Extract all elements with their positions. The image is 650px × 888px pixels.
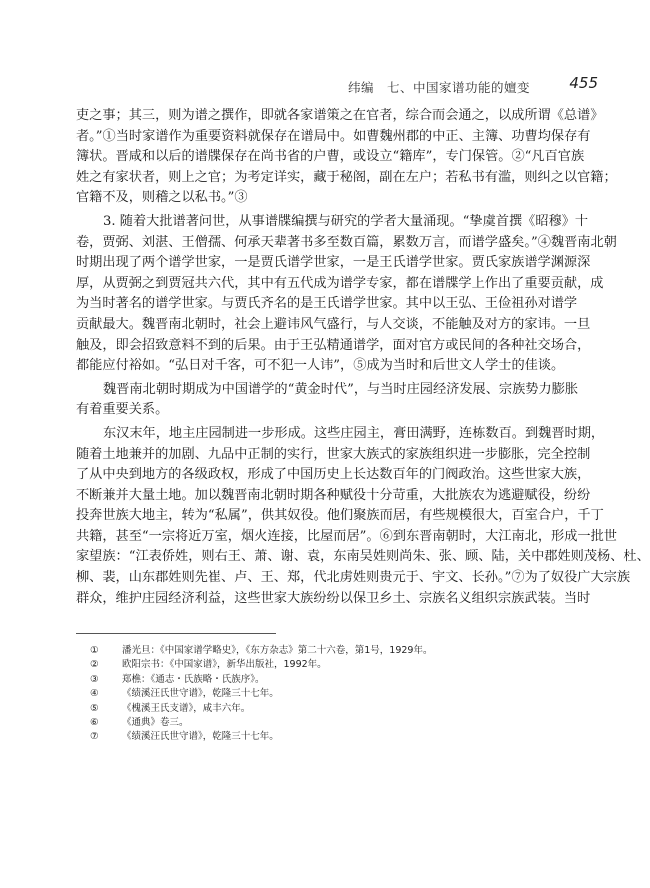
footnote <box>90 687 570 701</box>
text-line: 为当时著名的谱学世家。与贾氏齐名的是王氏谱学世家。其中以王弘、王俭祖孙对谱学 <box>76 296 578 312</box>
footnote-text: 欧阳宗书：《中国家谱》，新华出版社，1992年。 <box>122 659 327 671</box>
text-line: 簿状。晋咸和以后的谱牒保存在尚书省的户曹，或设立“籍库”，专门保管。②“凡百官族 <box>76 149 585 165</box>
footnote <box>90 702 570 716</box>
text-line: 都能应付裕如。“弘日对千客，可不犯一人讳”，⑤成为当时和后世文人学士的佳谈。 <box>76 358 565 374</box>
footnote-text: 《绩溪汪氏世守谱》，乾隆三十七年。 <box>122 688 279 700</box>
text-line: 投奔世族大地主，转为“私属”，供其奴役。他们聚族而居，有些规模很大，百室合户，千丁 <box>76 508 604 524</box>
header-title: 纬编 七、中国家谱功能的嬗变 <box>348 80 531 95</box>
text-line: 有着重要关系。 <box>76 402 169 418</box>
text-line: 卷，贾弼、刘湛、王僧孺、何承天辈著书多至数百篇，累数万言，而谱学盛矣。”④魏晋南北朝 <box>76 234 617 250</box>
footnote-divider <box>76 633 276 634</box>
footnote-mark: ④ <box>90 688 99 700</box>
body-text <box>76 106 650 609</box>
text-line: 触及，即会招致意料不到的后果。由于王弘精通谱学，面对官方或民间的各种社交场合， <box>76 337 591 353</box>
text-line: 姓之有家状者，则上之官；为考定详实，藏于秘阁，副在左户；若私书有滥，则纠之以官籍； <box>76 169 617 185</box>
text-line: 者。”①当时家谱作为重要资料就保存在谱局中。如曹魏州郡的中正、主簿、功曹均保存有 <box>76 128 591 144</box>
text-line: 不断兼并大量土地。加以魏晋南北朝时期各种赋役十分苛重，大批族农为逃避赋役，纷纷 <box>76 487 591 503</box>
text-line: 时期出现了两个谱学世家，一是贾氏谱学世家，一是王氏谱学世家。贾氏家族谱学渊源深 <box>76 255 591 271</box>
text-line: 柳、裴，山东郡姓则先崔、卢、王、郑，代北虏姓则贵元于、宇文、长孙。”⑦为了奴役广大宗族 <box>76 570 631 586</box>
text-line: 东汉末年，地主庄园制进一步形成。这些庄园主，膏田满野，连栋数百。到魏晋时期， <box>103 425 605 441</box>
footnote <box>90 730 570 744</box>
footnotes <box>90 644 570 745</box>
footnote-mark: ③ <box>90 673 99 685</box>
footnote-mark: ⑦ <box>90 731 99 743</box>
text-line: 官籍不及，则稽之以私书。”③ <box>76 190 248 206</box>
text-line: 共籍，甚至“一宗将近万室，烟火连接，比屋而居”。⑥到东晋南朝时，大江南北，形成一批世 <box>76 528 617 544</box>
footnote <box>90 644 570 658</box>
footnote-text: 郑樵：《通志・氏族略・氏族序》。 <box>122 673 265 685</box>
footnote-mark: ① <box>90 645 99 656</box>
footnote <box>90 658 570 672</box>
text-line: 了从中央到地方的各级政权，形成了中国历史上长达数百年的门阀政治。这些世家大族， <box>76 467 591 483</box>
text-line: 吏之事；其三，则为谱之撰作，即就各家谱策之在官者，综合而会通之，以成所谓《总谱》 <box>76 108 604 123</box>
text-line: 家望族：“江表侨姓，则右王、萧、谢、袁，东南吴姓则尚朱、张、顾、陆，关中郡姓则茂杨、杜、 <box>76 549 650 565</box>
footnote <box>90 716 570 730</box>
footnote-mark: ② <box>90 659 99 671</box>
footnote-mark: ⑤ <box>90 702 99 714</box>
text-line: 随着土地兼并的加剧、九品中正制的实行，世家大族式的家族组织进一步膨胀，完全控制 <box>76 446 591 462</box>
footnote-mark: ⑥ <box>90 716 99 728</box>
footnote <box>90 673 570 687</box>
text-line: 3. 随着大批谱著问世，从事谱牒编撰与研究的学者大量涌现。“挚虞首撰《昭穆》十 <box>103 213 589 229</box>
text-line: 群众，维护庄园经济利益，这些世家大族纷纷以保卫乡土、宗族名义组织宗族武装。当时 <box>76 590 591 606</box>
footnote-text: 《通典》卷三。 <box>122 716 189 728</box>
footnote-text: 《绩溪汪氏世守谱》，乾隆三十七年。 <box>122 731 279 743</box>
text-line: 魏晋南北朝时期成为中国谱学的“黄金时代”，与当时庄园经济发展、宗族势力膨胀 <box>103 381 579 397</box>
footnote-text: 潘光旦：《中国家谱学略史》，《东方杂志》第二十六卷，第1号，1929年。 <box>122 645 433 656</box>
page-number: 455 <box>569 74 598 92</box>
running-header <box>348 74 598 96</box>
text-line: 贡献最大。魏晋南北朝时，社会上避讳风气盛行，与人交谈，不能触及对方的家讳。一旦 <box>76 316 591 332</box>
footnote-text: 《槐溪王氏支谱》，咸丰六年。 <box>122 702 251 714</box>
text-line: 厚，从贾弼之到贾冠共六代，其中有五代成为谱学专家，都在谱牒学上作出了重要贡献，成 <box>76 275 604 291</box>
